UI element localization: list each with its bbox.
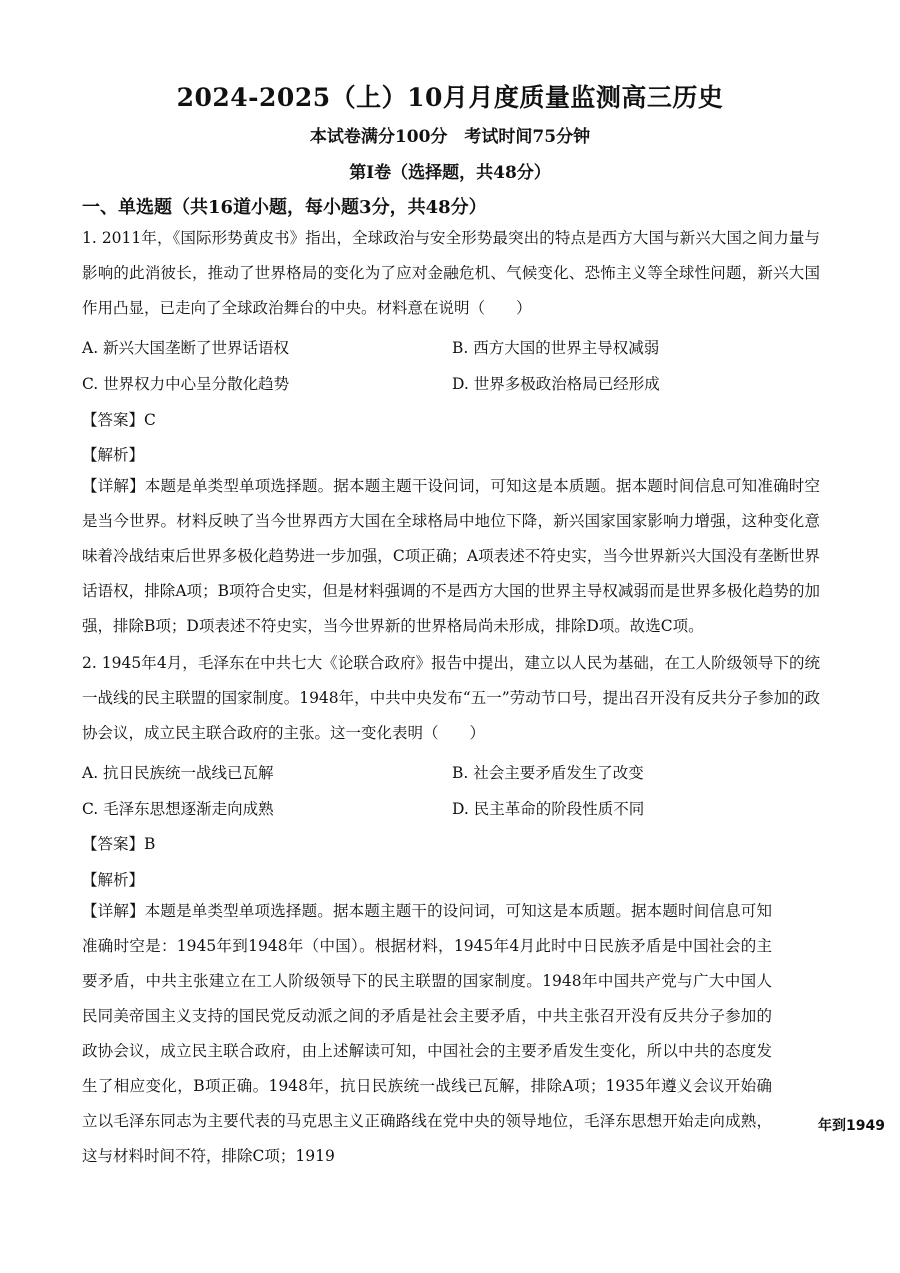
question-1-option-b: B. 西方大国的世界主导权减弱 [452,339,660,357]
question-2-option-a: A. 抗日民族统一战线已瓦解 [82,764,274,782]
question-1-option-a: A. 新兴大国垄断了世界话语权 [82,339,290,357]
question-1-analysis-label: 【解析】 [82,446,145,464]
exam-subtitle: 本试卷满分100分 考试时间75分钟 [309,127,591,147]
question-1-option-c: C. 世界权力中心呈分散化趋势 [82,375,290,393]
question-1-answer: 【答案】C [82,411,156,429]
question-1-option-d: D. 世界多极政治格局已经形成 [452,375,660,393]
question-2-stem: 2. 1945年4月，毛泽东在中共七大《论联合政府》报告中提出，建立以人民为基础，在工人阶级领导下的统一战线的民主联盟的国家制度。1948年，中共中央发布“五一”劳动节口号，提出召开没有反共分子参加的政协会议，成立民主联合政府的主张。这一变化表明（ ） [82,654,820,742]
question-1-detail: 【详解】本题是单类型单项选择题。据本题主题干设问词，可知这是本质题。据本题时间信息可知准确时空是当今世界。材料反映了当今世界西方大国在全球格局中地位下降，新兴国家国家影响力增强，这种变化意味着冷战结束后世界多极化趋势进一步加强，C项正确；A项表述不符史实，当今世界新兴大国没有垄断世界话语权，排除A项；B项符合史实，但是材料强调的不是西方大国的世界主导权减弱而是世界多极化趋势的加强，排除B项；D项表述不符史实，当今世界新的世界格局尚未形成，排除D项。故选C项。 [82,477,820,635]
question-2-detail: 【详解】本题是单类型单项选择题。据本题主题干的设问词，可知这是本质题。据本题时间信息可知准确时空是：1945年到1948年（中国）。根据材料，1945年4月此时中日民族矛盾是中国社会的主要矛盾，中共主张建立在工人阶级领导下的民主联盟的国家制度。1948年中国共产党与广大中国人民同美帝国主义支持的国民党反动派之间的矛盾是社会主要矛盾，中共主张召开没有反共分子参加的政协会议，成立民主联合政府，由上述解读可知，中国社会的主要矛盾发生变化，所以中共的态度发生了相应变化，B项正确。1948年，抗日民族统一战线已瓦解，排除A项；1935年遵义会议开始确立以毛泽东同志为主要代表的马克思主义正确路线在党中央的领导地位，毛泽东思想开始走向成熟，这与材料时间不符，排除C项；1919 [82,902,772,1165]
question-2-option-b: B. 社会主要矛盾发生了改变 [452,764,644,782]
question-1-stem: 1. 2011年，《国际形势黄皮书》指出，全球政治与安全形势最突出的特点是西方大国与新兴大国之间力量与影响的此消彼长，推动了世界格局的变化为了应对金融危机、气候变化、恐怖主义等全球性问题，新兴大国作用凸显，已走向了全球政治舞台的中央。材料意在说明（ ） [82,229,820,317]
part-heading: 第Ⅰ卷（选择题，共48分） [349,163,551,183]
question-2-answer: 【答案】B [82,835,156,853]
question-2-option-d: D. 民主革命的阶段性质不同 [452,800,645,818]
question-2-option-c: C. 毛泽东思想逐渐走向成熟 [82,800,274,818]
question-2-analysis-label: 【解析】 [82,871,145,889]
question-2-detail-tail: 年到1949 [818,1118,885,1134]
exam-title: 2024-2025（上）10月月度质量监测高三历史 [176,83,724,112]
section-heading: 一、单选题（共16道小题，每小题3分，共48分） [82,197,487,218]
